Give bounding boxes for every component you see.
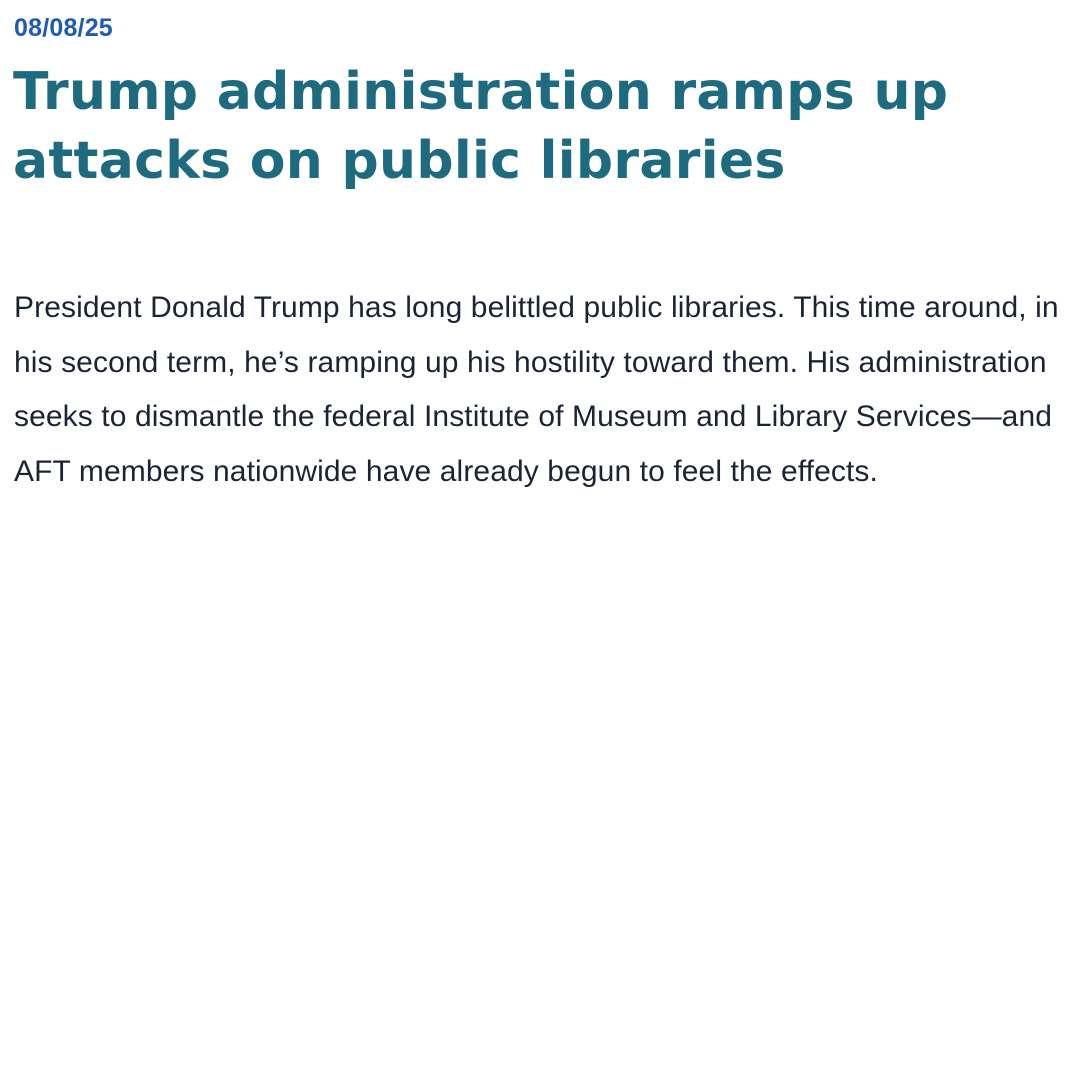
article-headline[interactable]: Trump administration ramps up attacks on public libraries: [13, 62, 949, 191]
article-summary: President Donald Trump has long belittled public libraries. This time around, in his second term, he’s ramping up his hostility toward them. His administration seeks to dismantle the federal Institute of Museum and Library Services—and AFT members nationwide have already begun to feel the effects.: [14, 291, 1059, 488]
article-date: 08/08/25: [14, 14, 113, 42]
